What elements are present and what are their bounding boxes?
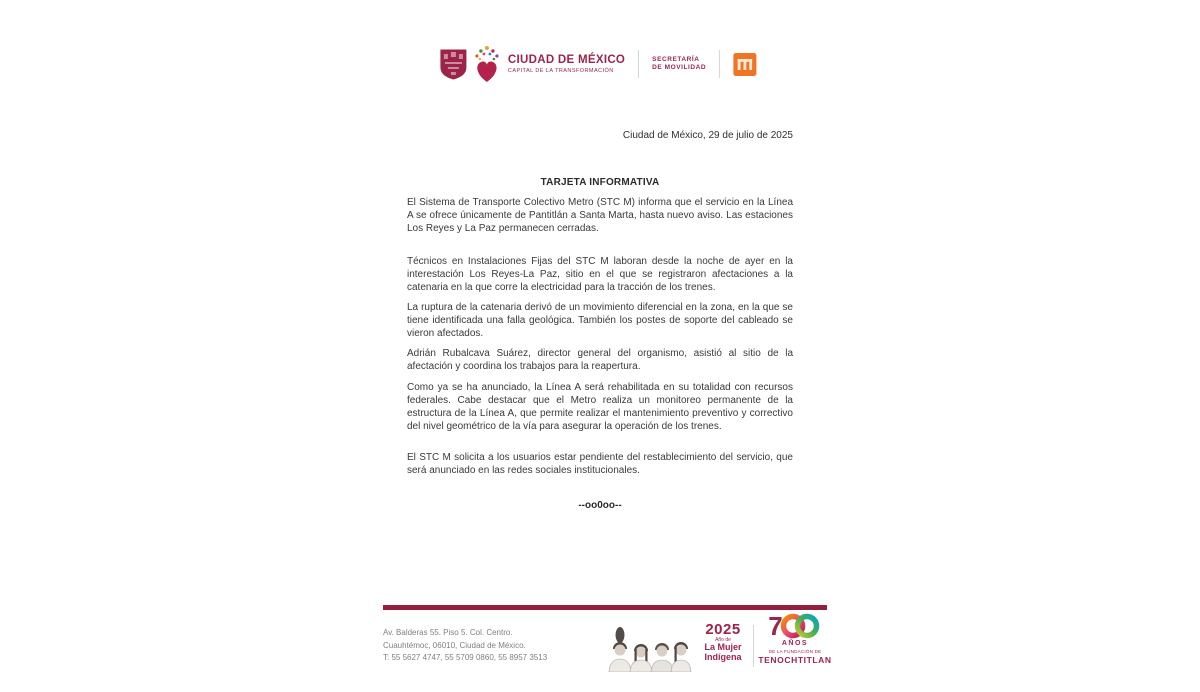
closing-mark: --oo0oo-- bbox=[578, 500, 622, 511]
footer-rule bbox=[383, 605, 827, 610]
brand-block bbox=[508, 54, 625, 74]
body-paragraph: Adrián Rubalcava Suárez, director general del organismo, asistió al sitio de la afectación y coordina los trabajos para la reapertura. bbox=[407, 348, 793, 372]
brand-name: CIUDAD DE MÉXICO bbox=[507, 54, 626, 66]
address-line-3: T: 55 5627 4747, 55 5709 0860, 55 8957 3513 bbox=[383, 653, 548, 662]
year-label-small: Año de bbox=[715, 637, 731, 643]
anos-label: AÑOS bbox=[781, 640, 809, 647]
brand-tagline: CAPITAL DE LA TRANSFORMACIÓN bbox=[507, 68, 614, 74]
double-zero-icon bbox=[778, 611, 822, 641]
secretariat-line2: DE MOVILIDAD bbox=[652, 64, 707, 71]
year-2025-logo bbox=[695, 622, 751, 662]
indigenous-women-illustration bbox=[607, 620, 693, 672]
cdmx-shield-icon bbox=[439, 48, 468, 81]
year-campaign-line2: Indígena bbox=[704, 651, 742, 662]
letterhead bbox=[439, 44, 757, 84]
header-divider bbox=[638, 50, 639, 78]
secretariat-line1: SECRETARÍA bbox=[652, 56, 700, 63]
body-paragraph: Técnicos en Instalaciones Fijas del STC M laboran desde la noche de ayer en la interestación Los Reyes-La Paz, sitio en el que se registraron afectaciones a la catenaria en la que corre la electricidad para la tracción de los trenes. bbox=[407, 256, 793, 293]
foundation-label: DE LA FUNDACIÓN DE bbox=[768, 649, 822, 654]
tenochtitlan-700-logo bbox=[758, 611, 832, 665]
tenochtitlan-label: TENOCHTITLAN bbox=[758, 655, 832, 665]
document-title: TARJETA INFORMATIVA bbox=[540, 177, 660, 188]
seven-digit: 7 bbox=[768, 611, 783, 641]
footer-divider bbox=[753, 625, 754, 667]
address-line-1: Av. Balderas 55. Piso 5. Col. Centro. bbox=[383, 628, 513, 637]
body-paragraph: El Sistema de Transporte Colectivo Metro (STC M) informa que el servicio en la Línea A se ofrece únicamente de Pantitlán a Santa Marta, hasta nuevo aviso. Las estaciones Los Reyes y La Paz permanecen cerradas. bbox=[407, 197, 793, 234]
secretariat-name bbox=[652, 56, 706, 72]
metro-logo-icon bbox=[733, 52, 757, 77]
address-line-2: Cuauhtémoc, 06010, Ciudad de México. bbox=[383, 640, 526, 650]
body-paragraph: La ruptura de la catenaria derivó de un movimiento diferencial en la zona, en la que se tiene identificada una falla geológica. También los postes de soporte del cableado se vieron afectados. bbox=[407, 302, 793, 339]
date-line: Ciudad de México, 29 de julio de 2025 bbox=[622, 130, 793, 141]
body-paragraph: Como ya se ha anunciado, la Línea A será rehabilitada en su totalidad con recursos federales. Cabe destacar que el Metro realiza un monitoreo permanente de la estructura de la Línea A, que permite realizar el mantenimiento preventivo y correctivo del nivel geométrico de la vía para asegurar la operación de los trenes. bbox=[407, 382, 793, 432]
year-campaign-line1: La Mujer bbox=[704, 642, 742, 652]
body-paragraph: El STC M solicita a los usuarios estar pendiente del restablecimiento del servicio, que será anunciado en las redes sociales institucionales. bbox=[407, 452, 793, 476]
cdmx-heart-emblem-icon bbox=[472, 44, 502, 84]
header-divider bbox=[719, 50, 720, 78]
year-value: 2025 bbox=[705, 621, 741, 638]
document-body bbox=[407, 196, 793, 477]
footer-address bbox=[383, 627, 547, 665]
